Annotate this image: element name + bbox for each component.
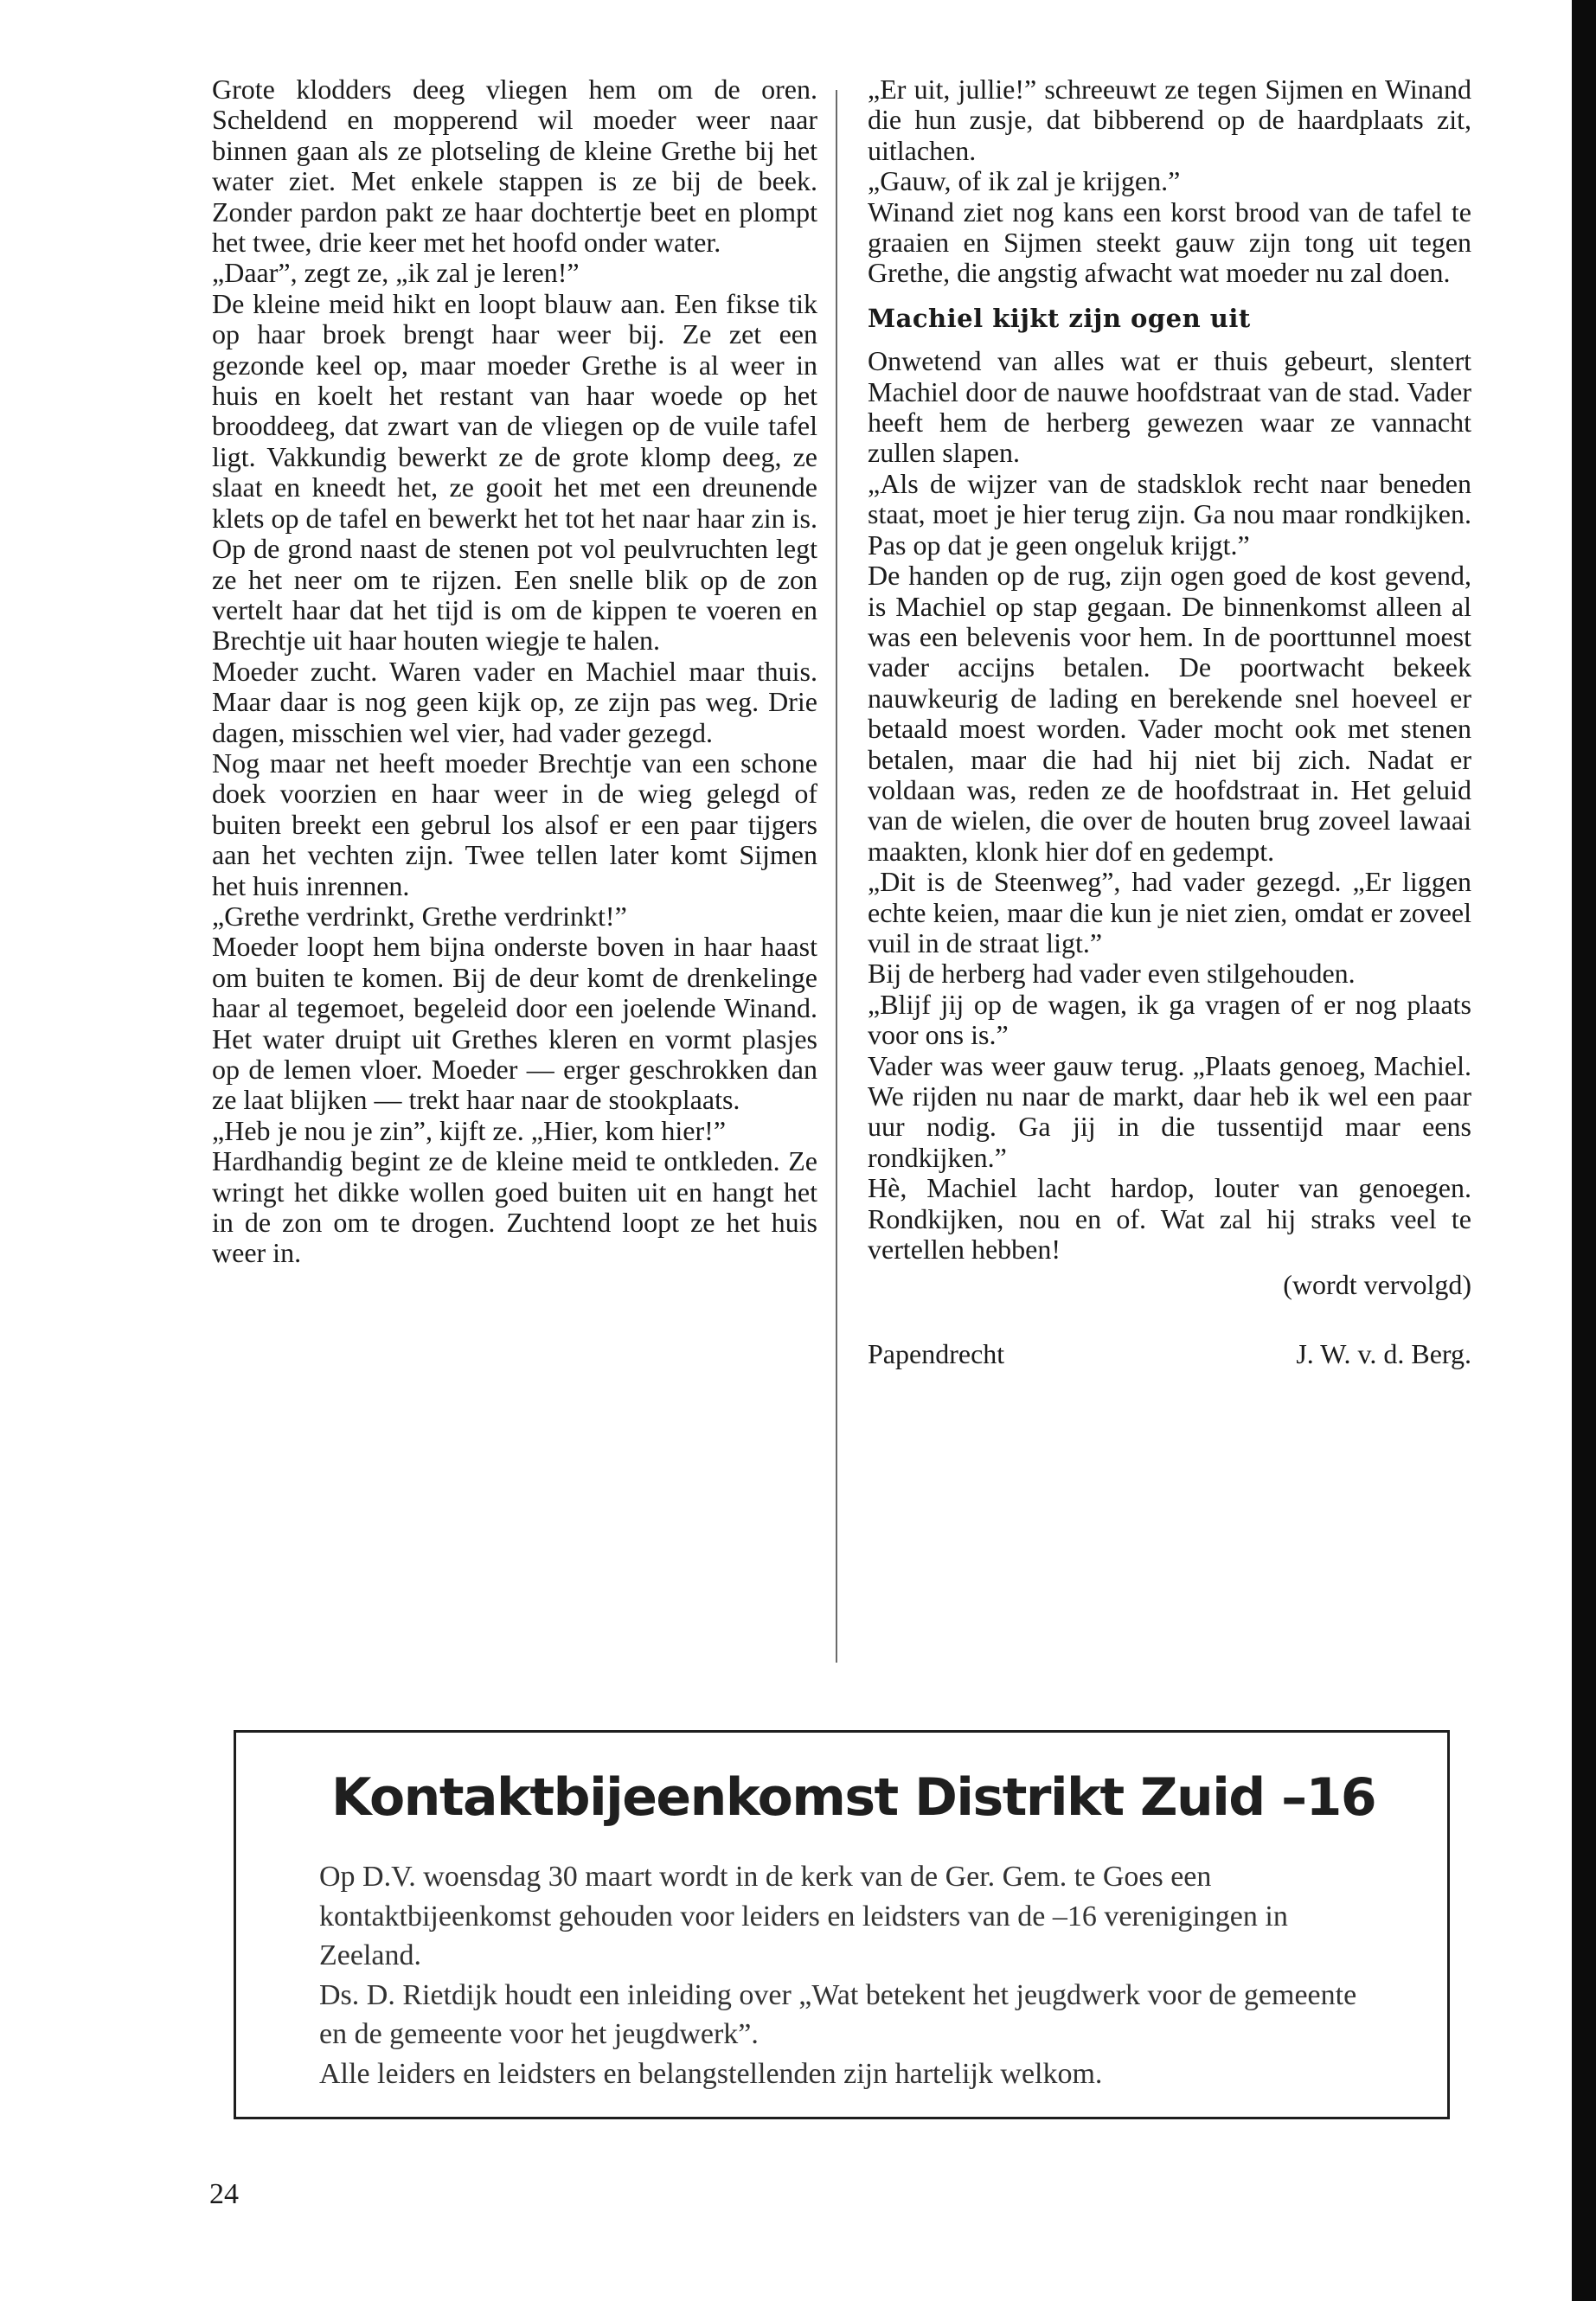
announcement-paragraph-1: Op D.V. woensdag 30 maart wordt in de kerk van de Ger. Gem. te Goes een kontaktbijeenkomst gehouden voor leiders en leidsters van de –16 verenigingen in Zeeland. (319, 1861, 1288, 1971)
left-paragraph-2: „Daar”, zegt ze, „ik zal je leren!” (212, 257, 580, 289)
left-article-column (212, 74, 817, 1269)
announcement-title: Kontaktbijeenkomst Distrikt Zuid –16 (331, 1767, 1376, 1828)
right-paragraph-4: „Dit is de Steenweg”, had vader gezegd. „Er liggen echte keien, maar die kun je niet zien, omdat er zoveel vuil in de straat ligt.” (868, 866, 1471, 958)
right-paragraph-1: Onwetend van alles wat er thuis gebeurt, slentert Machiel door de nauwe hoofdstraat van de stad. Vader heeft hem de herberg gewezen waar ze vannacht zullen slapen. (868, 345, 1471, 469)
right-intro-paragraph-1: „Er uit, jullie!” schreeuwt ze tegen Sijmen en Winand die hun zusje, dat bibberend op de haardplaats zit, uitlachen. (868, 74, 1471, 166)
right-article-column (868, 74, 1471, 1369)
right-paragraph-3: De handen op de rug, zijn ogen goed de kost gevend, is Machiel op stap gegaan. De binnenkomst alleen al was een belevenis voor hem. In de poorttunnel moest vader accijns betalen. De poortwacht bekeek nauwkeurig de lading en berekende snel hoeveel er betaald moest worden. Vader mocht ook met stenen betalen, maar die had hij niet bij zich. Nadat er voldaan was, reden ze de hoofdstraat in. Het geluid van de wielen, die over de houten brug zoveel lawaai maakten, klonk hier dof en gedempt. (868, 560, 1471, 867)
announcement-paragraph-2: Ds. D. Rietdijk houdt een inleiding over „Wat betekent het jeugdwerk voor de gemeente en de gemeente voor het jeugdwerk”. (319, 1978, 1357, 2050)
left-paragraph-6: „Grethe verdrinkt, Grethe verdrinkt!” (212, 900, 627, 932)
right-paragraph-7: Vader was weer gauw terug. „Plaats genoeg, Machiel. We rijden nu naar de markt, daar heb ik wel een paar uur nodig. Ga jij in die tussentijd maar eens rondkijken.” (868, 1049, 1471, 1173)
left-paragraph-5: Nog maar net heeft moeder Brechtje van een schone doek voorzien en haar weer in de wieg gelegd of buiten breekt een gebrul los alsof er een paar tijgers aan het vechten zijn. Twee tellen later komt Sijmen het huis inrennen. (212, 747, 817, 901)
left-paragraph-9: Hardhandig begint ze de kleine meid te ontkleden. Ze wringt het dikke wollen goed buiten uit en hangt het in de zon om te drogen. Zuchtend loopt ze het huis weer in. (212, 1145, 817, 1269)
to-be-continued-note: (wordt vervolgd) (1283, 1269, 1471, 1301)
left-paragraph-4: Moeder zucht. Waren vader en Machiel maar thuis. Maar daar is nog geen kijk op, ze zijn pas weg. Drie dagen, misschien wel vier, had vader gezegd. (212, 655, 817, 748)
right-intro-paragraph-2: „Gauw, of ik zal je krijgen.” (868, 165, 1181, 197)
left-paragraph-8: „Heb je nou je zin”, kijft ze. „Hier, kom hier!” (212, 1114, 727, 1146)
right-paragraph-5: Bij de herberg had vader even stilgehouden. (868, 958, 1356, 990)
right-paragraph-8: Hè, Machiel lacht hardop, louter van genoegen. Rondkijken, nou en of. Wat zal hij straks veel te vertellen hebben! (868, 1172, 1471, 1266)
signature-place: Papendrecht (868, 1337, 1005, 1369)
right-paragraph-2: „Als de wijzer van de stadsklok recht naar beneden staat, moet je hier terug zijn. Ga nou maar rondkijken. Pas op dat je geen ongeluk krijgt.” (868, 467, 1471, 561)
announcement-box (234, 1730, 1450, 2119)
page-number: 24 (209, 2178, 239, 2210)
signature-row (868, 1339, 1471, 1369)
announcement-paragraph-3: Alle leiders en leidsters en belangstellenden zijn hartelijk welkom. (319, 2057, 1103, 2090)
left-paragraph-7: Moeder loopt hem bijna onderste boven in haar haast om buiten te komen. Bij de deur komt de drenkelinge haar al tegemoet, begeleid door een joelende Winand. Het water druipt uit Grethes kleren en vormt plasjes op de lemen vloer. Moeder — erger geschrokken dan ze laat blijken — trekt haar naar de stookplaats. (212, 931, 817, 1116)
left-paragraph-1: Grote klodders deeg vliegen hem om de oren. Scheldend en mopperend wil moeder weer naar binnen gaan als ze plotseling de kleine Grethe bij het water ziet. Met enkele stappen is ze bij de beek. Zonder pardon pakt ze haar dochtertje beet en plompt het twee, drie keer met het hoofd onder water. (212, 74, 817, 259)
column-divider (836, 90, 837, 1663)
right-intro-paragraph-3: Winand ziet nog kans een korst brood van de tafel te graaien en Sijmen steekt gauw zijn tong uit tegen Grethe, die angstig afwacht wat moeder nu zal doen. (868, 195, 1471, 289)
right-paragraph-6: „Blijf jij op de wagen, ik ga vragen of er nog plaats voor ons is.” (868, 988, 1471, 1051)
signature-author: J. W. v. d. Berg. (1296, 1337, 1471, 1369)
section-subheading: Machiel kijkt zijn ogen uit (868, 303, 1251, 333)
left-paragraph-3: De kleine meid hikt en loopt blauw aan. Een fikse tik op haar broek brengt haar weer bij. Ze zet een gezonde keel op, maar moeder Grethe is al weer in huis en koelt het restant van haar woede op het brooddeeg, dat zwart van de vliegen op de vuile tafel ligt. Vakkundig bewerkt ze de grote klomp deeg, ze slaat en kneedt het, ze gooit het met een dreunende klets op de tafel en bewerkt het tot het naar haar zin is. Op de grond naast de stenen pot vol peulvruchten legt ze het neer om te rijzen. Een snelle blik op de zon vertelt haar dat het tijd is om de kippen te voeren en Brechtje uit haar houten wiegje te halen. (212, 287, 817, 657)
announcement-body (319, 1857, 1375, 2093)
scan-edge-bar (1572, 0, 1596, 2301)
